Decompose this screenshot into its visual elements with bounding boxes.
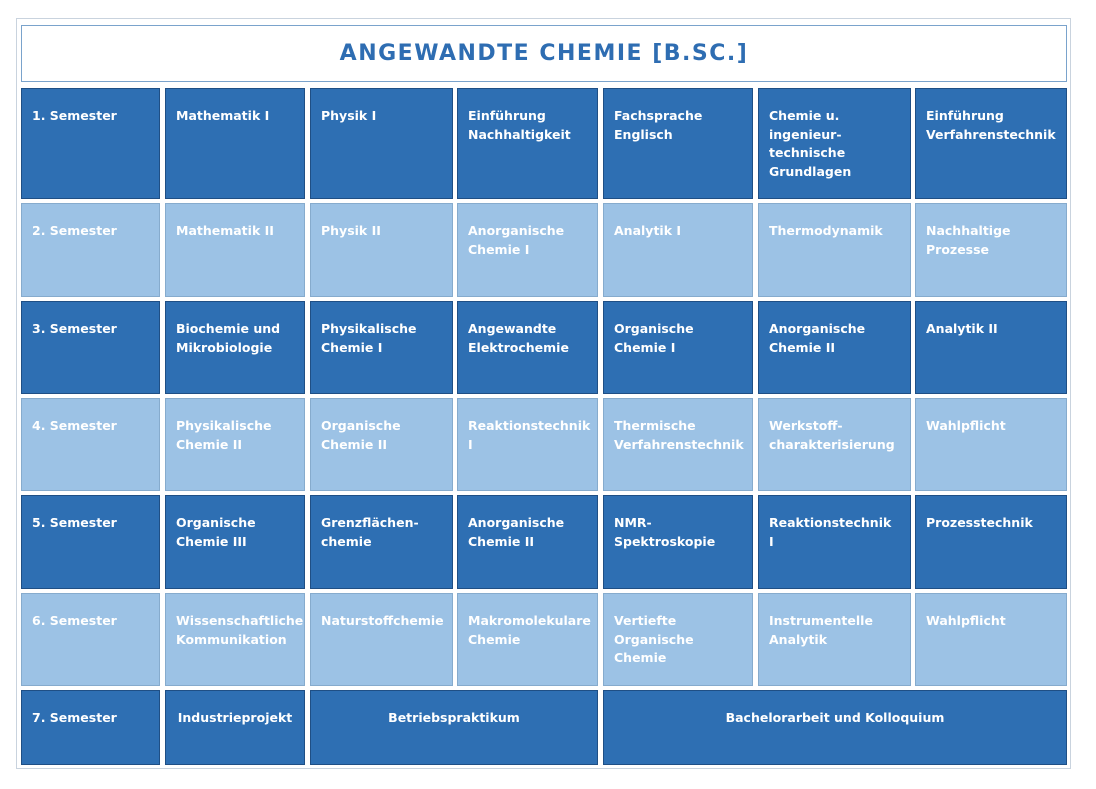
module-cell: Thermodynamik xyxy=(758,203,911,297)
module-cell: Organische Chemie II xyxy=(310,398,453,491)
module-cell: Grenzflächen-chemie xyxy=(310,495,453,589)
module-cell: Bachelorarbeit und Kolloquium xyxy=(603,690,1067,765)
module-cell: Nachhaltige Prozesse xyxy=(915,203,1067,297)
module-cell: Wissenschaftliche Kommunikation xyxy=(165,593,305,686)
module-cell: Wahlpflicht xyxy=(915,593,1067,686)
module-cell: Mathematik I xyxy=(165,88,305,199)
module-cell: Organische Chemie III xyxy=(165,495,305,589)
module-cell: Analytik I xyxy=(603,203,753,297)
module-cell: Physik II xyxy=(310,203,453,297)
semester-label: 6. Semester xyxy=(21,593,160,686)
semester-label: 2. Semester xyxy=(21,203,160,297)
module-cell: Einführung Nachhaltigkeit xyxy=(457,88,598,199)
module-cell: Anorganische Chemie I xyxy=(457,203,598,297)
module-cell: Prozesstechnik xyxy=(915,495,1067,589)
module-cell: Vertiefte Organische Chemie xyxy=(603,593,753,686)
module-cell: Physikalische Chemie II xyxy=(165,398,305,491)
module-cell: Betriebspraktikum xyxy=(310,690,598,765)
module-cell: Werkstoff-charakterisierung xyxy=(758,398,911,491)
page-title: ANGEWANDTE CHEMIE [B.SC.] xyxy=(339,41,749,66)
module-cell: Biochemie und Mikrobiologie xyxy=(165,301,305,394)
module-cell: Thermische Verfahrenstechnik xyxy=(603,398,753,491)
module-cell: NMR-Spektroskopie xyxy=(603,495,753,589)
title-box xyxy=(21,25,1067,82)
module-cell: Makromolekulare Chemie xyxy=(457,593,598,686)
semester-label: 3. Semester xyxy=(21,301,160,394)
module-cell: Reaktionstechnik I xyxy=(758,495,911,589)
module-cell: Mathematik II xyxy=(165,203,305,297)
module-cell: Einführung Verfahrenstechnik xyxy=(915,88,1067,199)
module-cell: Organische Chemie I xyxy=(603,301,753,394)
module-cell: Fachsprache Englisch xyxy=(603,88,753,199)
module-cell: Chemie u. ingenieur-technische Grundlagen xyxy=(758,88,911,199)
module-cell: Anorganische Chemie II xyxy=(758,301,911,394)
module-cell: Angewandte Elektrochemie xyxy=(457,301,598,394)
semester-label: 5. Semester xyxy=(21,495,160,589)
semester-label: 7. Semester xyxy=(21,690,160,765)
module-cell: Physik I xyxy=(310,88,453,199)
module-cell: Instrumentelle Analytik xyxy=(758,593,911,686)
module-cell: Analytik II xyxy=(915,301,1067,394)
semester-label: 4. Semester xyxy=(21,398,160,491)
semester-label: 1. Semester xyxy=(21,88,160,199)
module-cell: Industrieprojekt xyxy=(165,690,305,765)
module-cell: Physikalische Chemie I xyxy=(310,301,453,394)
module-cell: Naturstoffchemie xyxy=(310,593,453,686)
module-cell: Wahlpflicht xyxy=(915,398,1067,491)
module-cell: Reaktionstechnik I xyxy=(457,398,598,491)
module-cell: Anorganische Chemie II xyxy=(457,495,598,589)
